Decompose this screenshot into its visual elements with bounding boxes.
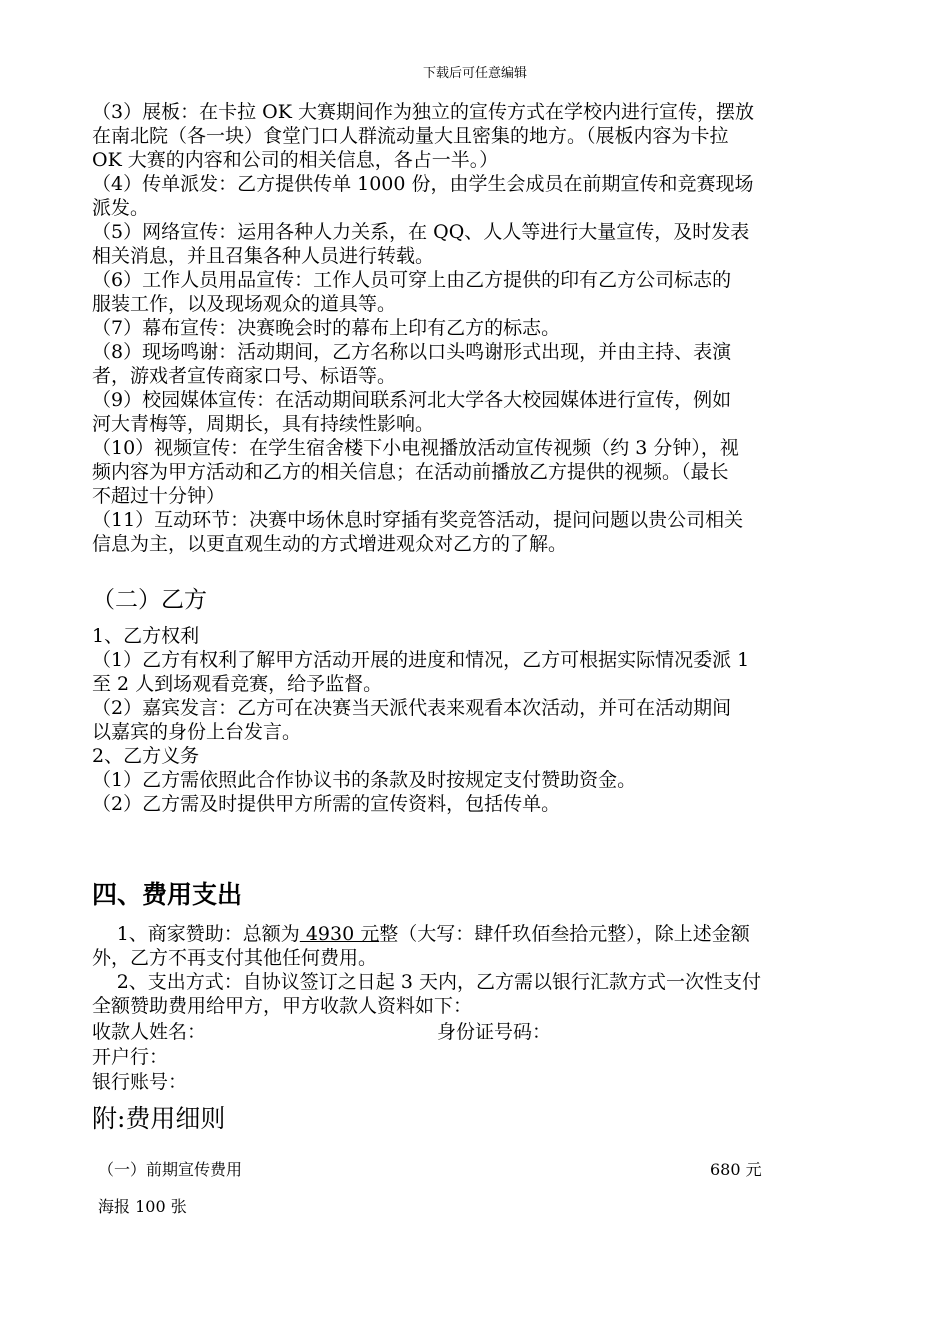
list-item: （3）展板：在卡拉 OK 大赛期间作为独立的宣传方式在学校内进行宣传，摆放 在南北院（各一块）食堂门口人群流动量大且密集的地方。（展板内容为卡拉 OK 大赛的内容和公司的相关信息，各占一半。） — [92, 101, 754, 171]
list-item: （8）现场鸣谢：活动期间，乙方名称以口头鸣谢形式出现，并由主持、表演 者，游戏者宣传商家口号、标语等。 — [92, 341, 732, 387]
fee-subitem: 海报 100 张 — [98, 1197, 187, 1216]
fee-item-row — [98, 1160, 778, 1180]
fee-item-label: （一）前期宣传费用 — [98, 1160, 243, 1179]
list-item: （5）网络宣传：运用各种人力关系，在 QQ、人人等进行大量宣传，及时发表 相关消息，并且召集各种人员进行转载。 — [92, 221, 750, 267]
appendix-title: 附:费用细则 — [92, 1104, 226, 1133]
list-item: （9）校园媒体宣传：在活动期间联系河北大学各大校园媒体进行宣传，例如 河大青梅等，周期长，具有持续性影响。 — [92, 389, 732, 435]
sponsor-total-line: 1、商家赞助：总额为 4930 元整（大写：肆仟玖佰叁拾元整），除上述金额 — [116, 923, 750, 945]
duties-title: 2、乙方义务 — [92, 745, 200, 767]
account-label: 银行账号： — [92, 1071, 188, 1093]
fee-item-amount: 680 元 — [710, 1160, 762, 1179]
list-item: （6）工作人员用品宣传：工作人员可穿上由乙方提供的印有乙方公司标志的 服装工作，以及现场观众的道具等。 — [92, 269, 732, 315]
list-item: （4）传单派发：乙方提供传单 1000 份，由学生会成员在前期宣传和竞赛现场 派发。 — [92, 173, 754, 219]
party-b-rights: 1、乙方权利 （1）乙方有权利了解甲方活动开展的进度和情况，乙方可根据实际情况委派 1 至 2 人到场观看竞赛，给予监督。 （2）嘉宾发言：乙方可在决赛当天派代表来观看本次活动，并可在活动期间 以嘉宾的身份上台发言。 2、乙方义务 （1）乙方需依照此合作协议书的条款及时按规定支付赞助资金。 （2）乙方需及时提供甲方所需的宣传资料，包括传单。 — [92, 624, 862, 816]
list-item: （11）互动环节：决赛中场休息时穿插有奖竞答活动，提问问题以贵公司相关 信息为主，以更直观生动的方式增进观众对乙方的了解。 — [92, 509, 744, 555]
expense-heading: 四、费用支出 — [92, 880, 243, 909]
id-number-label: 身份证号码： — [437, 1021, 552, 1043]
expense-paragraphs: 1、商家赞助：总额为 4930 元整（大写：肆仟玖佰叁拾元整），除上述金额 外，乙方不再支付其他任何费用。 2、支出方式：自协议签订之日起 3 天内，乙方需以银行汇款方式一次性支付 全额赞助费用给甲方，甲方收款人资料如下： — [92, 922, 862, 1018]
page-header-note: 下载后可任意编辑 — [422, 66, 527, 81]
rights-title: 1、乙方权利 — [92, 625, 200, 647]
sponsor-amount: 4930 元 — [299, 923, 380, 945]
promotion-list — [92, 100, 862, 556]
bank-label: 开户行： — [92, 1046, 169, 1068]
list-item: （10）视频宣传：在学生宿舍楼下小电视播放活动宣传视频（约 3 分钟），视 频内容为甲方活动和乙方的相关信息；在活动前播放乙方提供的视频。（最长 不超过十分钟） — [92, 437, 739, 507]
party-b-heading: （二）乙方 — [92, 587, 207, 613]
payee-name-label: 收款人姓名： — [92, 1021, 207, 1043]
list-item: （7）幕布宣传：决赛晚会时的幕布上印有乙方的标志。 — [92, 317, 561, 339]
